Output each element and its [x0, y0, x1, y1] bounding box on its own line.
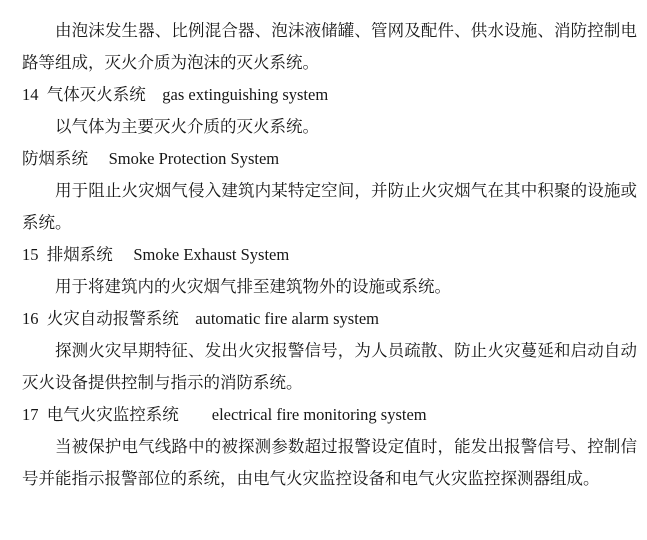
term-heading-line: 14 气体灭火系统 gas extinguishing system — [22, 85, 329, 104]
text-line: 路等组成，灭火介质为泡沫的灭火系统。 — [22, 53, 319, 72]
text-line: 当被保护电气线路中的被探测参数超过报警设定值时，能发出报警信号、控制信 — [55, 437, 637, 456]
term-heading-line: 防烟系统 Smoke Protection System — [22, 149, 280, 168]
text-line: 由泡沫发生器、比例混合器、泡沫液储罐、管网及配件、供水设施、消防控制电 — [55, 21, 637, 40]
term-heading-line: 17 电气火灾监控系统 electrical fire monitoring system — [22, 405, 427, 424]
text-line: 用于阻止火灾烟气侵入建筑内某特定空间，并防止火灾烟气在其中积聚的设施或 — [55, 181, 637, 200]
term-heading-line: 15 排烟系统 Smoke Exhaust System — [22, 245, 290, 264]
text-line: 系统。 — [22, 213, 72, 232]
text-line: 以气体为主要灭火介质的灭火系统。 — [55, 117, 319, 136]
text-line: 灭火设备提供控制与指示的消防系统。 — [22, 373, 303, 392]
term-heading-line: 16 火灾自动报警系统 automatic fire alarm system — [22, 309, 379, 328]
text-line: 号并能指示报警部位的系统，由电气火灾监控设备和电气火灾监控探测器组成。 — [22, 469, 600, 488]
text-line: 探测火灾早期特征、发出火灾报警信号，为人员疏散、防止火灾蔓延和启动自动 — [55, 341, 637, 360]
text-line: 用于将建筑内的火灾烟气排至建筑物外的设施或系统。 — [55, 277, 451, 296]
